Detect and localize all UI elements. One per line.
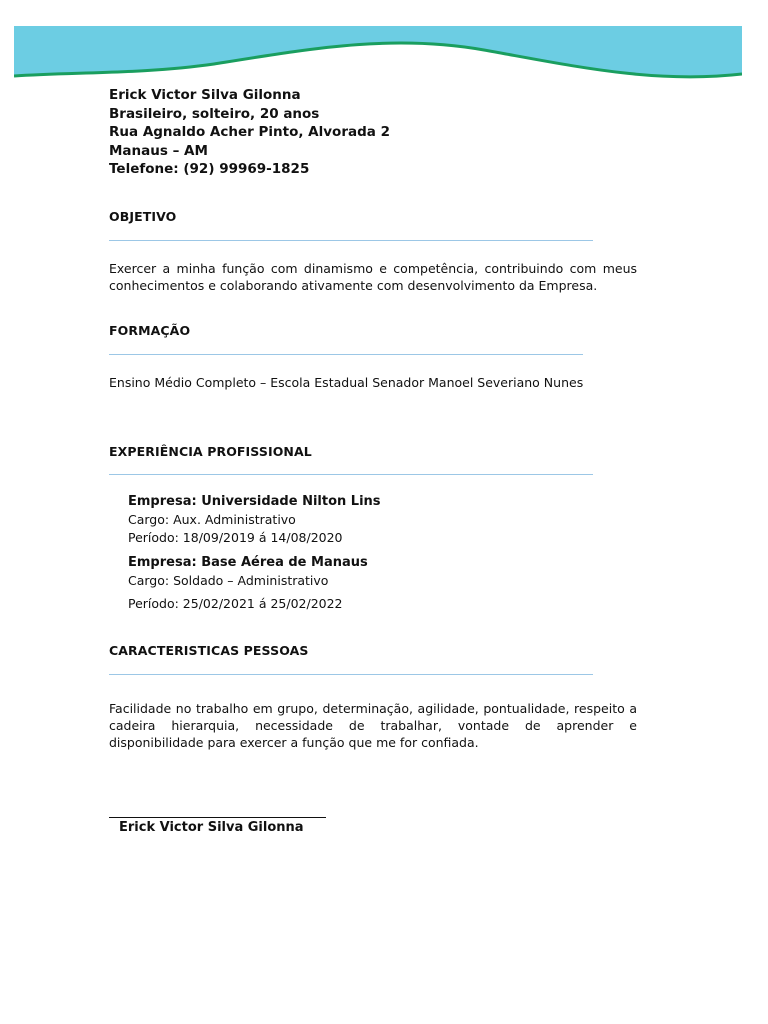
signature-line bbox=[109, 817, 326, 818]
job-company: Empresa: Universidade Nilton Lins bbox=[128, 494, 381, 509]
traits-divider bbox=[109, 674, 593, 675]
experience-title: EXPERIÊNCIA PROFISSIONAL bbox=[109, 444, 312, 459]
experience-divider bbox=[109, 474, 593, 475]
traits-text: Facilidade no trabalho em grupo, determinação, agilidade, pontualidade, respeito a cadeira hierarquia, necessidade de trabalhar, vontade de aprender e disponibilidade para exercer a função que me for confiada. bbox=[109, 701, 637, 750]
job-company: Empresa: Base Aérea de Manaus bbox=[128, 555, 368, 570]
education-title: FORMAÇÃO bbox=[109, 323, 191, 338]
phone: Telefone: (92) 99969-1825 bbox=[109, 161, 310, 177]
job-entry bbox=[128, 493, 381, 546]
job-period: Período: 25/02/2021 á 25/02/2022 bbox=[128, 595, 343, 611]
objective-text: Exercer a minha função com dinamismo e competência, contribuindo com meus conhecimentos e colaborando ativamente com desenvolvimento da Empresa. bbox=[109, 261, 637, 293]
city: Manaus – AM bbox=[109, 142, 208, 159]
address: Rua Agnaldo Acher Pinto, Alvorada 2 bbox=[109, 124, 390, 140]
job-role: Cargo: Soldado – Administrativo bbox=[128, 573, 329, 588]
traits-title: CARACTERISTICAS PESSOAS bbox=[109, 643, 309, 658]
objective-title: OBJETIVO bbox=[109, 209, 177, 224]
education-divider bbox=[109, 354, 583, 355]
contact-block bbox=[109, 86, 390, 179]
objective-divider bbox=[109, 240, 593, 241]
personal-details: Brasileiro, solteiro, 20 anos bbox=[109, 105, 320, 122]
job-entry bbox=[128, 554, 368, 612]
education-text: Ensino Médio Completo – Escola Estadual Senador Manoel Severiano Nunes bbox=[109, 375, 584, 390]
job-role: Cargo: Aux. Administrativo bbox=[128, 512, 296, 527]
job-period: Período: 18/09/2019 á 14/08/2020 bbox=[128, 529, 343, 545]
header-wave-banner bbox=[14, 26, 742, 90]
signature-name: Erick Victor Silva Gilonna bbox=[119, 820, 304, 835]
candidate-name: Erick Victor Silva Gilonna bbox=[109, 87, 301, 103]
